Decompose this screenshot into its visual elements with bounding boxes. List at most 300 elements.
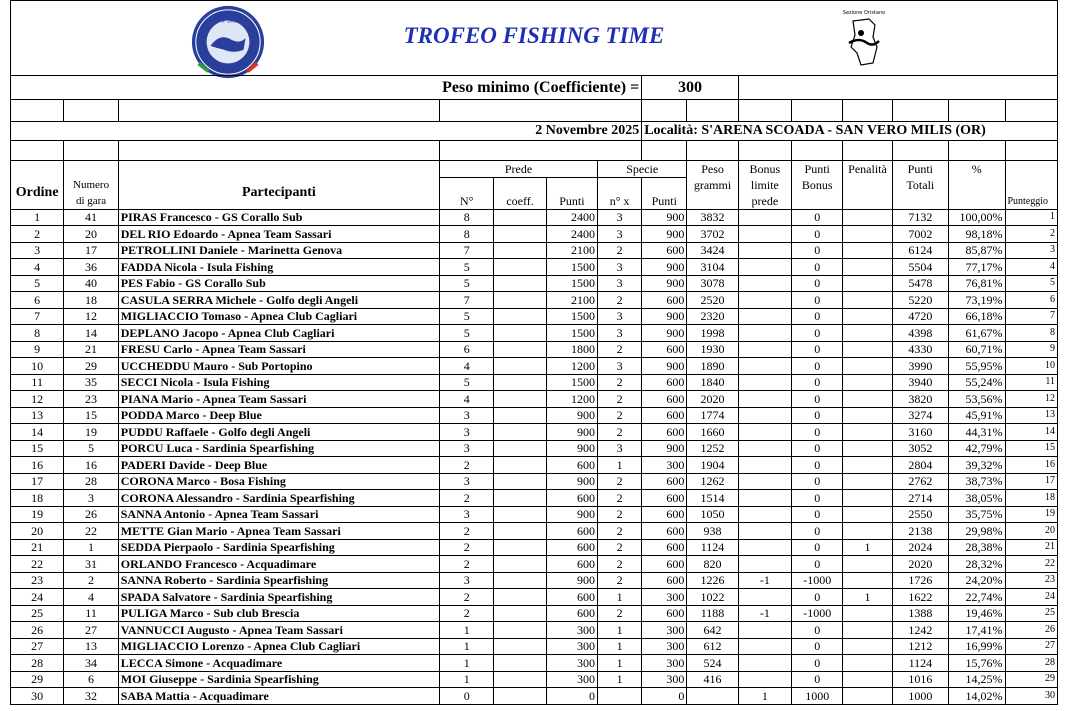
- col-totali: Totali: [892, 177, 948, 193]
- perc-cell: 38,73%: [949, 473, 1005, 490]
- punteggio-cell: 5: [1005, 275, 1058, 292]
- participant-cell: CORONA Alessandro - Sardinia Spearfishing: [118, 490, 439, 507]
- punti-totali-cell: 4330: [892, 341, 948, 358]
- peso-cell: 1930: [687, 341, 738, 358]
- punti-totali-cell: 1622: [892, 589, 948, 606]
- perc-cell: 85,87%: [949, 242, 1005, 259]
- peso-cell: 1904: [687, 457, 738, 474]
- table-row: [11, 688, 1058, 705]
- col-punti: Punti: [546, 193, 597, 209]
- bonus-limite-cell: [738, 523, 791, 540]
- specie-n-cell: 3: [598, 226, 642, 243]
- penalita-cell: 1: [843, 539, 892, 556]
- bonus-limite-cell: [738, 341, 791, 358]
- participant-cell: MIGLIACCIO Tomaso - Apnea Club Cagliari: [118, 308, 439, 325]
- punteggio-cell: 30: [1005, 688, 1058, 705]
- bib-cell: 3: [64, 490, 118, 507]
- penalita-cell: [843, 424, 892, 441]
- prede-n-cell: 5: [440, 374, 494, 391]
- specie-punti-cell: 600: [642, 523, 687, 540]
- punti-bonus-cell: 0: [792, 655, 843, 672]
- col-punti-totali: Punti: [892, 161, 948, 178]
- specie-n-cell: 3: [598, 325, 642, 342]
- penalita-cell: [843, 242, 892, 259]
- prede-n-cell: 2: [440, 539, 494, 556]
- participant-cell: SEDDA Pierpaolo - Sardinia Spearfishing: [118, 539, 439, 556]
- specie-punti-cell: 300: [642, 457, 687, 474]
- coeff-cell: [494, 391, 546, 408]
- penalita-cell: [843, 407, 892, 424]
- coeff-cell: [494, 622, 546, 639]
- specie-punti-cell: 600: [642, 506, 687, 523]
- participant-cell: ORLANDO Francesco - Acquadimare: [118, 556, 439, 573]
- peso-cell: 1774: [687, 407, 738, 424]
- coeff-cell: [494, 440, 546, 457]
- bib-cell: 36: [64, 259, 118, 276]
- prede-punti-cell: 600: [546, 605, 597, 622]
- prede-punti-cell: 1200: [546, 391, 597, 408]
- rank-cell: 16: [11, 457, 64, 474]
- peso-cell: 1660: [687, 424, 738, 441]
- specie-n-cell: 3: [598, 275, 642, 292]
- penalita-cell: [843, 391, 892, 408]
- prede-punti-cell: 2400: [546, 209, 597, 226]
- penalita-cell: [843, 275, 892, 292]
- prede-n-cell: 4: [440, 391, 494, 408]
- coeff-cell: [494, 655, 546, 672]
- bib-cell: 1: [64, 539, 118, 556]
- header-row-1: [11, 161, 1058, 178]
- bib-cell: 22: [64, 523, 118, 540]
- bonus-limite-cell: [738, 226, 791, 243]
- coeff-cell: [494, 671, 546, 688]
- participant-cell: PIANA Mario - Apnea Team Sassari: [118, 391, 439, 408]
- punti-bonus-cell: 0: [792, 209, 843, 226]
- punti-totali-cell: 3274: [892, 407, 948, 424]
- specie-n-cell: 1: [598, 589, 642, 606]
- table-row: [11, 622, 1058, 639]
- coeff-cell: [494, 539, 546, 556]
- punteggio-cell: 14: [1005, 424, 1058, 441]
- prede-n-cell: 1: [440, 655, 494, 672]
- punti-totali-cell: 2138: [892, 523, 948, 540]
- peso-cell: 938: [687, 523, 738, 540]
- col-prede-2: prede: [738, 193, 791, 209]
- specie-punti-cell: 600: [642, 407, 687, 424]
- prede-punti-cell: 1800: [546, 341, 597, 358]
- perc-cell: 38,05%: [949, 490, 1005, 507]
- specie-n-cell: 2: [598, 473, 642, 490]
- prede-n-cell: 2: [440, 556, 494, 573]
- peso-cell: 1050: [687, 506, 738, 523]
- participant-cell: LECCA Simone - Acquadimare: [118, 655, 439, 672]
- perc-cell: 42,79%: [949, 440, 1005, 457]
- penalita-cell: [843, 638, 892, 655]
- specie-n-cell: 2: [598, 341, 642, 358]
- rank-cell: 13: [11, 407, 64, 424]
- penalita-cell: [843, 209, 892, 226]
- punteggio-cell: 12: [1005, 391, 1058, 408]
- bib-cell: 17: [64, 242, 118, 259]
- punti-totali-cell: 1242: [892, 622, 948, 639]
- punti-totali-cell: 3990: [892, 358, 948, 375]
- perc-cell: 61,67%: [949, 325, 1005, 342]
- col-peso: Peso: [687, 161, 738, 178]
- specie-punti-cell: 0: [642, 688, 687, 705]
- coeff-cell: [494, 209, 546, 226]
- col-specie-n: n° x: [598, 193, 642, 209]
- peso-cell: 1840: [687, 374, 738, 391]
- coeff-cell: [494, 275, 546, 292]
- punti-totali-cell: 1016: [892, 671, 948, 688]
- svg-text:Sezione Oristano: Sezione Oristano: [842, 10, 886, 16]
- col-specie: Specie: [598, 161, 687, 178]
- specie-n-cell: 2: [598, 605, 642, 622]
- sardinia-region-logo-icon: [839, 7, 889, 69]
- table-row: [11, 556, 1058, 573]
- specie-punti-cell: 600: [642, 572, 687, 589]
- participant-cell: MOI Giuseppe - Sardinia Spearfishing: [118, 671, 439, 688]
- coeff-cell: [494, 374, 546, 391]
- bonus-limite-cell: [738, 440, 791, 457]
- participant-cell: DEL RIO Edoardo - Apnea Team Sassari: [118, 226, 439, 243]
- coeff-cell: [494, 589, 546, 606]
- rank-cell: 10: [11, 358, 64, 375]
- bib-cell: 23: [64, 391, 118, 408]
- punteggio-cell: 22: [1005, 556, 1058, 573]
- punti-bonus-cell: 0: [792, 325, 843, 342]
- col-grammi: grammi: [687, 177, 738, 193]
- punti-bonus-cell: 0: [792, 556, 843, 573]
- specie-n-cell: 2: [598, 556, 642, 573]
- table-row: [11, 457, 1058, 474]
- peso-cell: 1890: [687, 358, 738, 375]
- coeff-cell: [494, 638, 546, 655]
- peso-cell: 1262: [687, 473, 738, 490]
- specie-punti-cell: 900: [642, 440, 687, 457]
- peso-cell: 524: [687, 655, 738, 672]
- location: [642, 122, 1058, 141]
- bib-cell: 34: [64, 655, 118, 672]
- table-row: [11, 671, 1058, 688]
- col-partecipanti: Partecipanti: [118, 177, 439, 209]
- bonus-limite-cell: [738, 391, 791, 408]
- peso-value: 300: [642, 76, 738, 100]
- prede-punti-cell: 300: [546, 655, 597, 672]
- specie-n-cell: 2: [598, 539, 642, 556]
- table-row: [11, 226, 1058, 243]
- penalita-cell: [843, 259, 892, 276]
- punti-totali-cell: 6124: [892, 242, 948, 259]
- col-limite: limite: [738, 177, 791, 193]
- specie-punti-cell: 900: [642, 275, 687, 292]
- specie-n-cell: 1: [598, 457, 642, 474]
- punti-bonus-cell: 0: [792, 374, 843, 391]
- peso-cell: 3832: [687, 209, 738, 226]
- rank-cell: 12: [11, 391, 64, 408]
- punti-totali-cell: 2762: [892, 473, 948, 490]
- col-specie-punti: Punti: [642, 193, 687, 209]
- coeff-cell: [494, 506, 546, 523]
- punti-totali-cell: 1124: [892, 655, 948, 672]
- punti-bonus-cell: 0: [792, 473, 843, 490]
- table-row: [11, 440, 1058, 457]
- penalita-cell: [843, 473, 892, 490]
- punteggio-cell: 17: [1005, 473, 1058, 490]
- specie-punti-cell: 900: [642, 308, 687, 325]
- punti-totali-cell: 4398: [892, 325, 948, 342]
- table-row: [11, 259, 1058, 276]
- rank-cell: 28: [11, 655, 64, 672]
- table-row: [11, 473, 1058, 490]
- punti-bonus-cell: 0: [792, 308, 843, 325]
- bonus-limite-cell: [738, 457, 791, 474]
- peso-cell: 416: [687, 671, 738, 688]
- penalita-cell: [843, 374, 892, 391]
- coeff-cell: [494, 242, 546, 259]
- punteggio-cell: 15: [1005, 440, 1058, 457]
- prede-n-cell: 0: [440, 688, 494, 705]
- perc-cell: 53,56%: [949, 391, 1005, 408]
- bonus-limite-cell: 1: [738, 688, 791, 705]
- specie-n-cell: 1: [598, 622, 642, 639]
- perc-cell: 35,75%: [949, 506, 1005, 523]
- specie-n-cell: [598, 688, 642, 705]
- results-sheet: [10, 0, 1058, 711]
- peso-cell: [687, 688, 738, 705]
- peso-row: [11, 76, 1058, 100]
- penalita-cell: [843, 523, 892, 540]
- peso-cell: 2320: [687, 308, 738, 325]
- rank-cell: 6: [11, 292, 64, 309]
- bonus-limite-cell: [738, 374, 791, 391]
- punti-bonus-cell: 0: [792, 523, 843, 540]
- bonus-limite-cell: [738, 638, 791, 655]
- punti-bonus-cell: -1000: [792, 605, 843, 622]
- table-row: [11, 539, 1058, 556]
- peso-cell: 1188: [687, 605, 738, 622]
- punteggio-cell: 26: [1005, 622, 1058, 639]
- participant-cell: PETROLLINI Daniele - Marinetta Genova: [118, 242, 439, 259]
- punti-totali-cell: 5478: [892, 275, 948, 292]
- perc-cell: 19,46%: [949, 605, 1005, 622]
- rank-cell: 30: [11, 688, 64, 705]
- coeff-cell: [494, 556, 546, 573]
- rank-cell: 18: [11, 490, 64, 507]
- bib-cell: 29: [64, 358, 118, 375]
- participant-cell: PORCU Luca - Sardinia Spearfishing: [118, 440, 439, 457]
- punti-totali-cell: 7002: [892, 226, 948, 243]
- specie-n-cell: 2: [598, 523, 642, 540]
- prede-n-cell: 3: [440, 407, 494, 424]
- coeff-cell: [494, 424, 546, 441]
- penalita-cell: [843, 655, 892, 672]
- prede-punti-cell: 1500: [546, 374, 597, 391]
- specie-n-cell: 3: [598, 358, 642, 375]
- perc-cell: 14,02%: [949, 688, 1005, 705]
- punteggio-cell: 3: [1005, 242, 1058, 259]
- punti-totali-cell: 2550: [892, 506, 948, 523]
- prede-n-cell: 3: [440, 506, 494, 523]
- prede-punti-cell: 2100: [546, 242, 597, 259]
- specie-punti-cell: 300: [642, 589, 687, 606]
- location-label: Località:: [644, 123, 698, 138]
- punti-totali-cell: 3052: [892, 440, 948, 457]
- prede-n-cell: 2: [440, 457, 494, 474]
- bonus-limite-cell: [738, 259, 791, 276]
- peso-cell: 820: [687, 556, 738, 573]
- specie-n-cell: 2: [598, 572, 642, 589]
- perc-cell: 60,71%: [949, 341, 1005, 358]
- specie-n-cell: 1: [598, 655, 642, 672]
- table-row: [11, 242, 1058, 259]
- location-value: S'ARENA SCOADA - SAN VERO MILIS (OR): [701, 123, 986, 138]
- perc-cell: 55,95%: [949, 358, 1005, 375]
- punti-totali-cell: 1000: [892, 688, 948, 705]
- peso-cell: 1226: [687, 572, 738, 589]
- prede-n-cell: 7: [440, 242, 494, 259]
- prede-punti-cell: 900: [546, 506, 597, 523]
- rank-cell: 5: [11, 275, 64, 292]
- peso-cell: 2520: [687, 292, 738, 309]
- prede-n-cell: 5: [440, 275, 494, 292]
- prede-n-cell: 5: [440, 325, 494, 342]
- punti-totali-cell: 7132: [892, 209, 948, 226]
- punti-bonus-cell: 0: [792, 440, 843, 457]
- punti-bonus-cell: 0: [792, 539, 843, 556]
- punteggio-cell: 9: [1005, 341, 1058, 358]
- perc-cell: 76,81%: [949, 275, 1005, 292]
- prede-punti-cell: 900: [546, 473, 597, 490]
- specie-n-cell: 1: [598, 671, 642, 688]
- bib-cell: 32: [64, 688, 118, 705]
- punti-totali-cell: 2020: [892, 556, 948, 573]
- coeff-cell: [494, 358, 546, 375]
- perc-cell: 55,24%: [949, 374, 1005, 391]
- coeff-cell: [494, 473, 546, 490]
- prede-n-cell: 5: [440, 259, 494, 276]
- bonus-limite-cell: [738, 242, 791, 259]
- rank-cell: 19: [11, 506, 64, 523]
- col-penalita: Penalità: [843, 161, 892, 178]
- participant-cell: PIRAS Francesco - GS Corallo Sub: [118, 209, 439, 226]
- participant-cell: FADDA Nicola - Isula Fishing: [118, 259, 439, 276]
- table-row: [11, 523, 1058, 540]
- punti-totali-cell: 3820: [892, 391, 948, 408]
- participant-cell: SPADA Salvatore - Sardinia Spearfishing: [118, 589, 439, 606]
- rank-cell: 8: [11, 325, 64, 342]
- prede-punti-cell: 1200: [546, 358, 597, 375]
- specie-n-cell: 2: [598, 407, 642, 424]
- bib-cell: 2: [64, 572, 118, 589]
- bib-cell: 40: [64, 275, 118, 292]
- bib-cell: 41: [64, 209, 118, 226]
- perc-cell: 44,31%: [949, 424, 1005, 441]
- punteggio-cell: 21: [1005, 539, 1058, 556]
- punteggio-cell: 24: [1005, 589, 1058, 606]
- header: [10, 0, 1058, 75]
- table-row: [11, 358, 1058, 375]
- prede-punti-cell: 1500: [546, 259, 597, 276]
- peso-cell: 3424: [687, 242, 738, 259]
- page-title: TROFEO FISHING TIME: [403, 23, 665, 48]
- bonus-limite-cell: -1: [738, 572, 791, 589]
- participant-cell: PODDA Marco - Deep Blue: [118, 407, 439, 424]
- punti-totali-cell: 2804: [892, 457, 948, 474]
- prede-punti-cell: 900: [546, 407, 597, 424]
- specie-punti-cell: 600: [642, 341, 687, 358]
- rank-cell: 27: [11, 638, 64, 655]
- coeff-cell: [494, 308, 546, 325]
- prede-punti-cell: 900: [546, 572, 597, 589]
- rank-cell: 1: [11, 209, 64, 226]
- bonus-limite-cell: -1: [738, 605, 791, 622]
- participant-cell: MIGLIACCIO Lorenzo - Apnea Club Cagliari: [118, 638, 439, 655]
- col-numero: Numero: [64, 177, 118, 193]
- prede-punti-cell: 1500: [546, 325, 597, 342]
- prede-n-cell: 2: [440, 589, 494, 606]
- participant-cell: SECCI Nicola - Isula Fishing: [118, 374, 439, 391]
- prede-n-cell: 6: [440, 341, 494, 358]
- table-row: [11, 572, 1058, 589]
- rank-cell: 20: [11, 523, 64, 540]
- prede-n-cell: 5: [440, 308, 494, 325]
- penalita-cell: [843, 226, 892, 243]
- punteggio-cell: 18: [1005, 490, 1058, 507]
- participant-cell: CASULA SERRA Michele - Golfo degli Angeli: [118, 292, 439, 309]
- participant-cell: METTE Gian Mario - Apnea Team Sassari: [118, 523, 439, 540]
- prede-punti-cell: 300: [546, 622, 597, 639]
- participant-cell: PES Fabio - GS Corallo Sub: [118, 275, 439, 292]
- perc-cell: 24,20%: [949, 572, 1005, 589]
- specie-punti-cell: 600: [642, 374, 687, 391]
- bib-cell: 11: [64, 605, 118, 622]
- perc-cell: 98,18%: [949, 226, 1005, 243]
- perc-cell: 22,74%: [949, 589, 1005, 606]
- bib-cell: 26: [64, 506, 118, 523]
- rank-cell: 3: [11, 242, 64, 259]
- bonus-limite-cell: [738, 407, 791, 424]
- coeff-cell: [494, 341, 546, 358]
- bonus-limite-cell: [738, 473, 791, 490]
- coeff-cell: [494, 325, 546, 342]
- specie-n-cell: 1: [598, 638, 642, 655]
- prede-punti-cell: 900: [546, 424, 597, 441]
- penalita-cell: [843, 325, 892, 342]
- bonus-limite-cell: [738, 292, 791, 309]
- perc-cell: 16,99%: [949, 638, 1005, 655]
- prede-n-cell: 1: [440, 638, 494, 655]
- bib-cell: 4: [64, 589, 118, 606]
- bonus-limite-cell: [738, 308, 791, 325]
- table-row: [11, 374, 1058, 391]
- col-ordine: Ordine: [11, 177, 64, 209]
- table-row: [11, 424, 1058, 441]
- punti-totali-cell: 2714: [892, 490, 948, 507]
- table-row: [11, 638, 1058, 655]
- participant-cell: PUDDU Raffaele - Golfo degli Angeli: [118, 424, 439, 441]
- prede-punti-cell: 2400: [546, 226, 597, 243]
- punti-bonus-cell: 0: [792, 275, 843, 292]
- penalita-cell: [843, 308, 892, 325]
- peso-cell: 2020: [687, 391, 738, 408]
- prede-n-cell: 3: [440, 424, 494, 441]
- participant-cell: DEPLANO Jacopo - Apnea Club Cagliari: [118, 325, 439, 342]
- specie-n-cell: 3: [598, 308, 642, 325]
- peso-cell: 3702: [687, 226, 738, 243]
- peso-cell: 612: [687, 638, 738, 655]
- specie-punti-cell: 600: [642, 391, 687, 408]
